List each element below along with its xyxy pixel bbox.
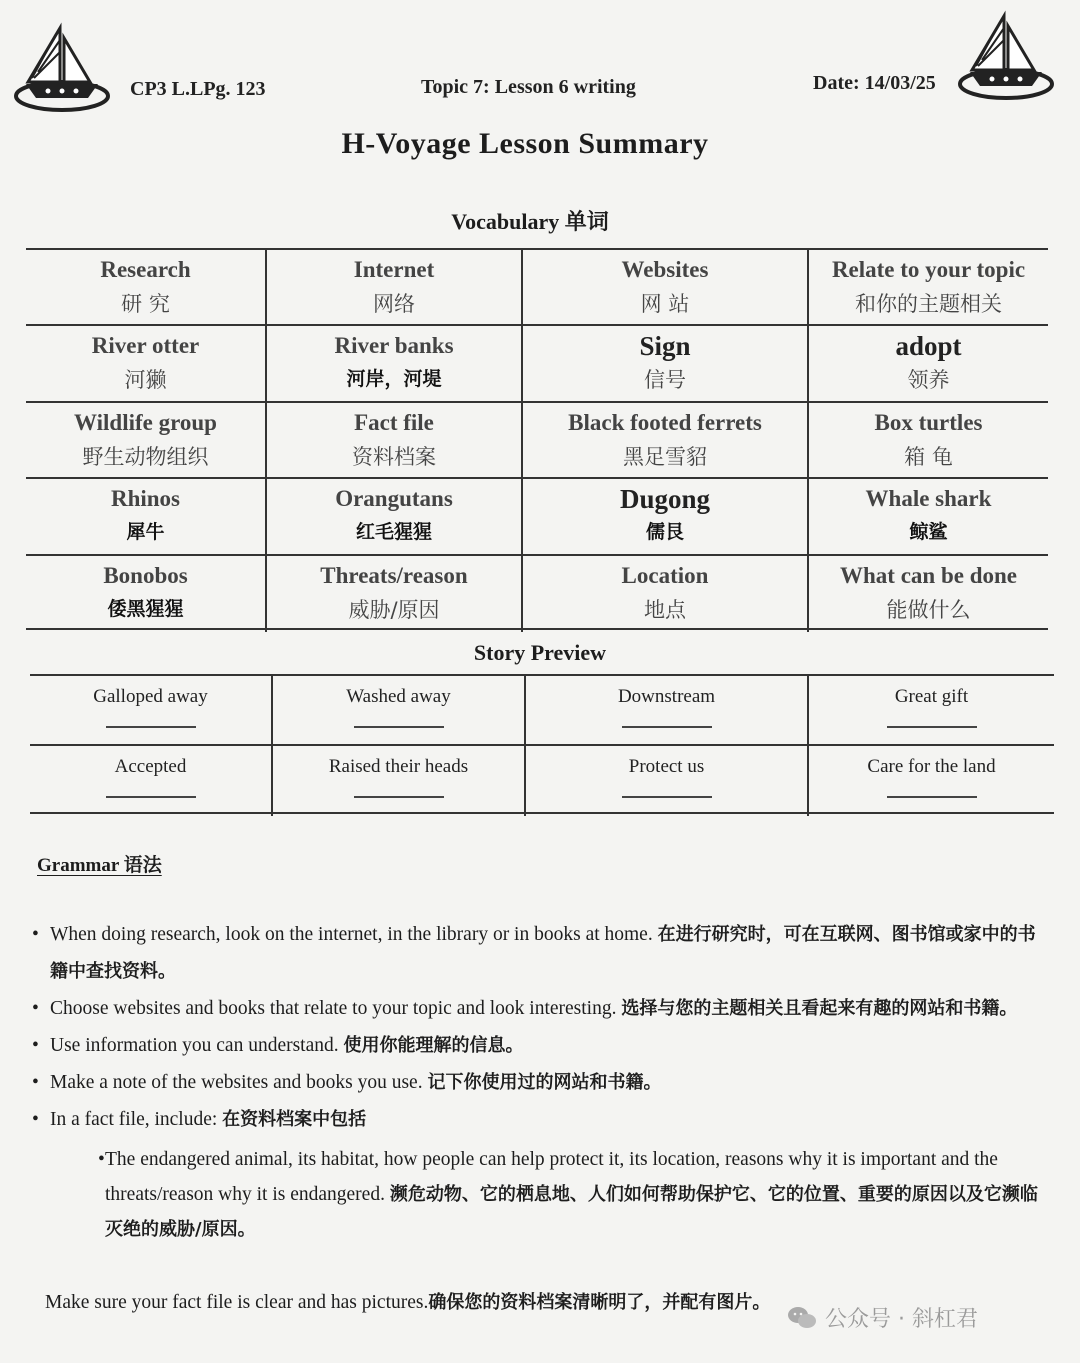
vocab-cell [809, 250, 1048, 326]
answer-blank[interactable] [622, 796, 712, 798]
story-cell [809, 676, 1054, 746]
story-word: Protect us [628, 756, 705, 777]
story-word: Downstream [617, 686, 716, 707]
watermark [787, 1302, 978, 1333]
vocab-chinese: 河獭 [124, 368, 167, 393]
story-word: Great gift [894, 686, 969, 707]
watermark-text: 公众号 · 斜杠君 [825, 1307, 978, 1332]
vocab-chinese: 资料档案 [352, 444, 436, 469]
vocab-cell [809, 556, 1048, 632]
final-note-zh: 确保您的资料档案清晰明了，并配有图片。 [428, 1292, 771, 1313]
vocab-chinese: 儒艮 [645, 521, 684, 544]
date-label: Date: 14/03/25 [813, 72, 936, 94]
vocab-cell [26, 479, 267, 555]
bullet-text-zh: 记下你使用过的网站和书籍。 [427, 1072, 662, 1093]
answer-blank[interactable] [354, 726, 444, 728]
vocab-cell [267, 479, 523, 555]
bullet-text-zh: 在进行研究时，可在互联网、图书馆或家中的书籍中查找资料。 [50, 924, 1036, 982]
vocab-chinese: 河岸，河堤 [346, 368, 442, 391]
vocab-english: Wildlife group [74, 409, 217, 435]
bullet-text-zh: 使用你能理解的信息。 [343, 1035, 524, 1056]
bullet-text-en: Choose websites and books that relate to your topic and look interesting. [50, 998, 622, 1019]
vocab-english: Dugong [619, 484, 711, 515]
vocab-chinese: 研 究 [121, 292, 170, 316]
vocab-english: Fact file [354, 409, 434, 435]
story-word: Washed away [346, 686, 451, 707]
grammar-bullet [30, 916, 1050, 990]
grammar-bullet [30, 1027, 1050, 1064]
vocab-chinese: 能做什么 [886, 597, 971, 622]
vocabulary-table [26, 248, 1048, 630]
vocab-english: Research [100, 257, 191, 282]
story-preview-heading: Story Preview [473, 640, 607, 665]
bullet-text-zh: 选择与您的主题相关且看起来有趣的网站和书籍。 [621, 998, 1018, 1019]
answer-blank[interactable] [106, 796, 196, 798]
sailboat-logo-icon [956, 8, 1056, 108]
vocab-english: Black footed ferrets [568, 409, 762, 435]
vocab-cell [523, 326, 809, 402]
vocab-english: Bonobos [103, 562, 188, 588]
sailboat-logo-icon [12, 20, 112, 120]
vocab-chinese: 威胁/原因 [348, 597, 440, 622]
vocab-english: adopt [895, 331, 962, 362]
vocab-english: River banks [334, 333, 454, 359]
final-note [45, 1288, 770, 1314]
vocab-cell [809, 403, 1048, 479]
vocab-english: River otter [91, 333, 200, 359]
answer-blank[interactable] [887, 796, 977, 798]
vocab-cell [809, 479, 1048, 555]
vocab-english: Box turtles [874, 409, 983, 435]
story-word: Accepted [114, 756, 187, 777]
vocab-chinese: 野生动物组织 [82, 444, 209, 469]
grammar-list [30, 916, 1050, 1247]
vocab-english: Websites [621, 257, 709, 282]
vocab-english: Whale shark [865, 486, 992, 512]
bullet-text-en: When doing research, look on the internet, in the library or in books at home. [50, 924, 658, 945]
story-cell [526, 676, 809, 746]
vocab-english: Internet [353, 257, 435, 282]
vocab-chinese: 箱 龟 [904, 444, 953, 469]
bullet-text-en: Use information you can understand. [50, 1035, 344, 1056]
vocab-chinese: 网络 [373, 292, 415, 316]
vocab-chinese: 地点 [644, 597, 686, 622]
story-cell [30, 746, 273, 816]
vocab-chinese: 网 站 [640, 292, 690, 316]
final-note-en: Make sure your fact file is clear and has pictures. [45, 1292, 429, 1313]
story-preview-table [30, 674, 1054, 814]
vocab-chinese: 和你的主题相关 [855, 292, 1002, 316]
vocab-cell [267, 556, 523, 632]
vocab-cell [523, 479, 809, 555]
story-cell [809, 746, 1054, 816]
bullet-text-zh: 在资料档案中包括 [222, 1109, 367, 1130]
story-cell [30, 676, 273, 746]
vocab-cell [26, 326, 267, 402]
vocab-cell [267, 403, 523, 479]
page-title: H-Voyage Lesson Summary [341, 127, 709, 160]
vocab-chinese: 领养 [907, 368, 950, 393]
vocab-english: Sign [639, 331, 691, 362]
answer-blank[interactable] [354, 796, 444, 798]
bullet-text-en: Make a note of the websites and books you use. [50, 1072, 428, 1093]
story-cell [526, 746, 809, 816]
story-word: Raised their heads [328, 756, 469, 777]
vocab-cell [26, 556, 267, 632]
vocab-chinese: 犀牛 [126, 521, 165, 544]
story-cell [273, 676, 526, 746]
answer-blank[interactable] [106, 726, 196, 728]
vocab-chinese: 鲸鲨 [909, 521, 948, 544]
vocab-cell [26, 250, 267, 326]
page-reference: CP3 L.LPg. 123 [130, 78, 266, 100]
vocab-cell [809, 326, 1048, 402]
vocab-english: What can be done [840, 562, 1017, 588]
vocab-cell [267, 326, 523, 402]
vocab-cell [26, 403, 267, 479]
vocabulary-heading: Vocabulary 单词 [451, 209, 609, 234]
vocab-chinese: 信号 [644, 368, 686, 393]
answer-blank[interactable] [887, 726, 977, 728]
vocab-cell [523, 556, 809, 632]
grammar-bullet [30, 1064, 1050, 1101]
grammar-sub-bullet [30, 1142, 1050, 1247]
vocab-english: Threats/reason [320, 562, 468, 588]
vocab-cell [523, 250, 809, 326]
story-word: Care for the land [867, 756, 996, 777]
sub-bullet-text-zh: 濒危动物、它的栖息地、人们如何帮助保护它、它的位置、重要的原因以及它濒临灭绝的威胁/原因。 [105, 1184, 1038, 1240]
story-cell [273, 746, 526, 816]
vocab-english: Relate to your topic [831, 257, 1026, 282]
vocab-chinese: 红毛猩猩 [355, 521, 432, 544]
vocab-chinese: 倭黑猩猩 [107, 597, 184, 620]
grammar-heading: Grammar 语法 [37, 855, 162, 876]
vocab-cell [523, 403, 809, 479]
grammar-bullet [30, 1101, 1050, 1138]
vocab-english: Location [621, 562, 709, 588]
topic-label: Topic 7: Lesson 6 writing [421, 76, 636, 98]
vocab-chinese: 黑足雪貂 [623, 444, 707, 469]
answer-blank[interactable] [622, 726, 712, 728]
vocab-english: Orangutans [335, 486, 453, 512]
vocab-english: Rhinos [110, 486, 181, 512]
story-word: Galloped away [93, 686, 208, 707]
bullet-text-en: In a fact file, include: [50, 1109, 223, 1130]
grammar-bullet [30, 990, 1050, 1027]
vocab-cell [267, 250, 523, 326]
wechat-icon [787, 1305, 817, 1331]
sub-bullet-text-en: The endangered animal, its habitat, how people can help protect it, its location, reasons why it is important and the threats/reason why it is endangered. [105, 1149, 998, 1205]
